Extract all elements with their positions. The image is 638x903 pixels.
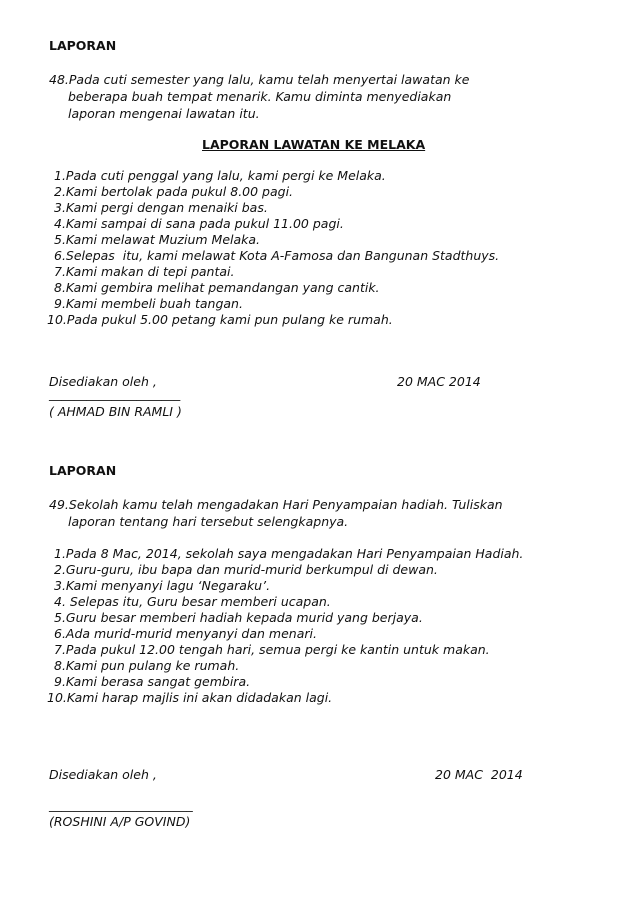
list-item: 5.Guru besar memberi hadiah kepada murid yang berjaya. [54, 610, 423, 625]
list-item: 4. Selepas itu, Guru besar memberi ucapan. [54, 594, 331, 609]
section1-report-title: LAPORAN LAWATAN KE MELAKA [202, 137, 426, 152]
list-item: 3.Kami menyanyi lagu ‘Negaraku’. [54, 578, 271, 593]
section1-question-line2: beberapa buah tempat menarik. Kamu diminta menyediakan [68, 89, 452, 104]
list-item: 6.Selepas itu, kami melawat Kota A-Famosa dan Bangunan Stadthuys. [54, 248, 500, 263]
list-item: 8.Kami gembira melihat pemandangan yang cantik. [54, 280, 380, 295]
list-item: 9.Kami membeli buah tangan. [54, 296, 243, 311]
list-item: 8.Kami pun pulang ke rumah. [54, 658, 240, 673]
section2-question-line2: laporan tentang hari tersebut selengkapnya. [68, 514, 349, 529]
section2-name: (ROSHINI A/P GOVIND) [49, 814, 191, 829]
list-item: 1.Pada cuti penggal yang lalu, kami pergi ke Melaka. [54, 168, 386, 183]
section2-signature-line: _______________________ [49, 797, 193, 812]
section2-heading: LAPORAN [49, 463, 117, 478]
list-item: 2.Guru-guru, ibu bapa dan murid-murid berkumpul di dewan. [54, 562, 438, 577]
section1-question-line3: laporan mengenai lawatan itu. [68, 106, 260, 121]
section1-name: ( AHMAD BIN RAMLI ) [49, 404, 182, 419]
section2-question-line1: 49.Sekolah kamu telah mengadakan Hari Penyampaian hadiah. Tuliskan [49, 497, 503, 512]
list-item: 3.Kami pergi dengan menaiki bas. [54, 200, 268, 215]
list-item: 7.Pada pukul 12.00 tengah hari, semua pergi ke kantin untuk makan. [54, 642, 490, 657]
list-item: 6.Ada murid-murid menyanyi dan menari. [54, 626, 317, 641]
section1-question-line1: 48.Pada cuti semester yang lalu, kamu telah menyertai lawatan ke [49, 72, 470, 87]
list-item: 9.Kami berasa sangat gembira. [54, 674, 251, 689]
list-item: 10.Pada pukul 5.00 petang kami pun pulang ke rumah. [47, 312, 393, 327]
list-item: 1.Pada 8 Mac, 2014, sekolah saya mengadakan Hari Penyampaian Hadiah. [54, 546, 524, 561]
list-item: 10.Kami harap majlis ini akan didadakan lagi. [47, 690, 333, 705]
list-item: 2.Kami bertolak pada pukul 8.00 pagi. [54, 184, 294, 199]
section1-heading: LAPORAN [49, 38, 117, 53]
section1-date: 20 MAC 2014 [397, 374, 481, 389]
section1-prepared-by: Disediakan oleh , [49, 374, 157, 389]
list-item: 7.Kami makan di tepi pantai. [54, 264, 235, 279]
list-item: 4.Kami sampai di sana pada pukul 11.00 pagi. [54, 216, 344, 231]
list-item: 5.Kami melawat Muzium Melaka. [54, 232, 261, 247]
section2-date: 20 MAC 2014 [435, 767, 523, 782]
section2-prepared-by: Disediakan oleh , [49, 767, 157, 782]
section1-signature-line: _____________________ [49, 386, 181, 401]
